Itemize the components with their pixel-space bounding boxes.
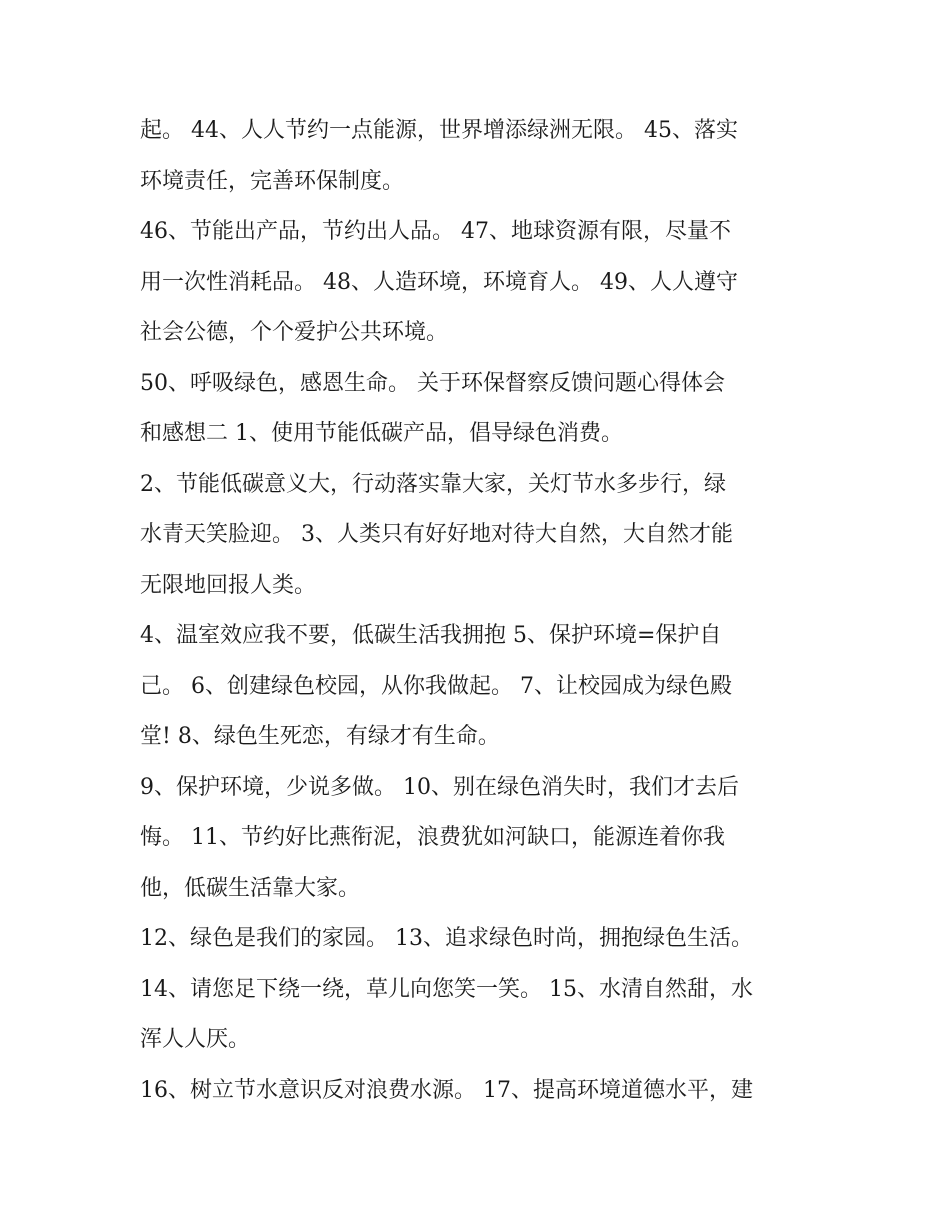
text-line: 50、呼吸绿色，感恩生命。 关于环保督察反馈问题心得体会 [140,370,725,396]
text-line: 环境责任，完善环保制度。 [140,168,405,194]
text-line: 9、保护环境，少说多做。 10、别在绿色消失时，我们才去后 [140,774,739,800]
text-line: 46、节能出产品，节约出人品。 47、地球资源有限，尽量不 [140,219,731,244]
text-line: 2、节能低碳意义大，行动落实靠大家，关灯节水多步行，绿 [140,471,726,497]
text-line: 4、温室效应我不要，低碳生活我拥抱 5、保护环境=保护自 [140,623,722,648]
text-line: 浑人人厌。 [140,1027,251,1052]
text-line: 己。 6、创建绿色校园，从你我做起。 7、让校园成为绿色殿 [140,673,732,699]
text-line: 堂! 8、绿色生死恋，有绿才有生命。 [140,724,500,749]
text-line: 14、请您足下绕一绕，草儿向您笑一笑。 15、水清自然甜，水 [140,976,753,1002]
body-text [140,106,820,1116]
text-line: 水青天笑脸迎。 3、人类只有好好地对待大自然，大自然才能 [140,522,733,547]
text-line: 和感想二 1、使用节能低碳产品，倡导绿色消费。 [140,421,623,446]
text-line: 16、树立节水意识反对浪费水源。 17、提高环境道德水平，建 [140,1077,753,1103]
text-line: 社会公德，个个爱护公共环境。 [140,320,449,345]
text-line: 用一次性消耗品。 48、人造环境，环境育人。 49、人人遵守 [140,269,738,295]
text-line: 无限地回报人类。 [140,572,317,598]
text-line: 12、绿色是我们的家园。 13、追求绿色时尚，拥抱绿色生活。 [140,926,753,951]
text-line: 起。 44、人人节约一点能源，世界增添绿洲无限。 45、落实 [140,118,738,143]
text-line: 悔。 11、节约好比燕衔泥，浪费犹如河缺口，能源连着你我 [140,825,725,850]
text-line: 他，低碳生活靠大家。 [140,875,361,901]
